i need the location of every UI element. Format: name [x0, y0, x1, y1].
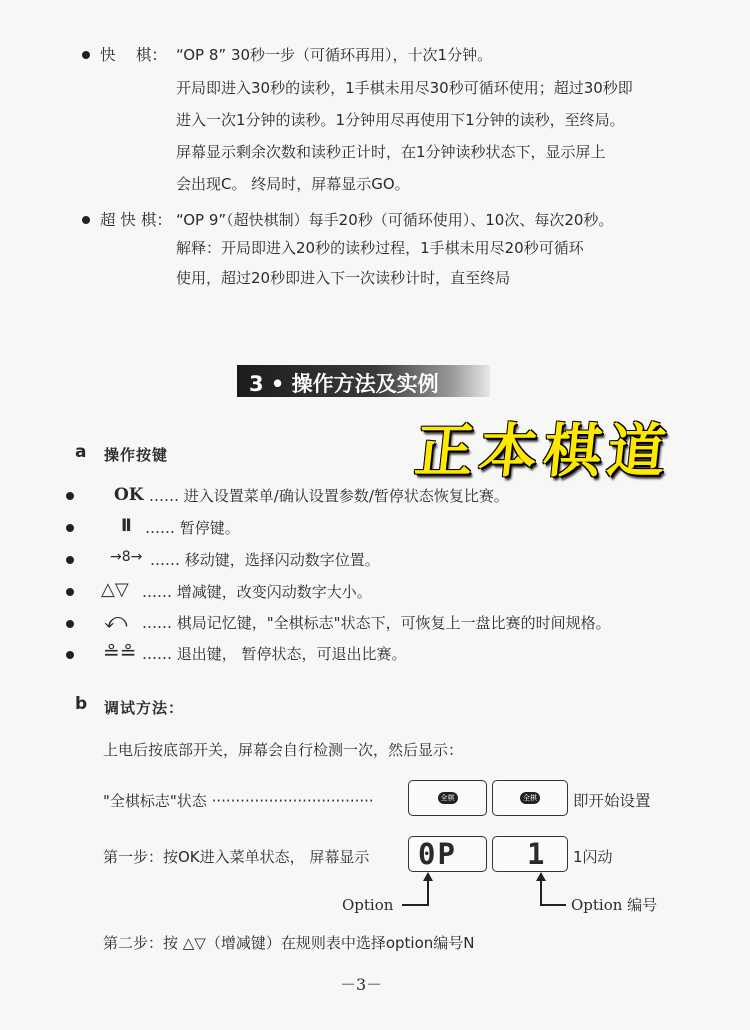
step2-text: 第二步：按 △▽（增减键）在规则表中选择option编号N [103, 934, 475, 952]
debug-title: 调试方法： [104, 699, 185, 717]
fast-line-2: 进入一次1分钟的读秒。1分钟用尽再使用下1分钟的读秒，至终局。 [176, 111, 625, 129]
option-right-arrow [541, 877, 566, 905]
page-number: －3－ [340, 975, 383, 994]
exit-key-icon: ≗≗ [103, 640, 137, 664]
pause-key-text: …… 暂停键。 [145, 519, 240, 537]
option-left-arrow [402, 877, 428, 905]
option-right-arrowhead [536, 872, 546, 881]
memory-key-icon: ⤺ [104, 609, 128, 634]
watermark-stamp: 正本棋道 [411, 417, 676, 485]
step1-text: 第一步：按OK进入菜单状态， 屏幕显示 [103, 848, 370, 866]
fast-headline: “OP 8” 30秒一步（可循环再用），十次1分钟。 [176, 46, 493, 64]
superfast-label: 超 快 棋： [100, 211, 172, 229]
superfast-line-2: 使用，超过20秒即进入下一次读秒计时，直至终局 [176, 269, 511, 287]
display-right-value: 1 [527, 837, 547, 871]
ok-key-icon: OK [114, 485, 144, 505]
superfast-line-1: 解释：开局即进入20秒的读秒过程，1手棋未用尽20秒可循环 [176, 239, 584, 257]
keys-letter: a [75, 442, 87, 462]
section-title: 3 • 操作方法及实例 [249, 372, 439, 396]
full-flag-badge-right: 全棋 [520, 792, 540, 804]
keys-title: 操作按键 [104, 446, 169, 464]
exit-key-text: …… 退出键， 暂停状态，可退出比赛。 [142, 645, 407, 663]
option-left-arrowhead [423, 872, 433, 881]
display-left-value: 0P [418, 837, 457, 871]
fast-line-1: 开局即进入30秒的读秒，1手棋未用尽30秒可循环使用；超过30秒即 [176, 79, 633, 97]
status-line: "全棋标志"状态 ·································· [103, 792, 374, 810]
superfast-headline: “OP 9”（超快棋制）每手20秒（可循环使用）、10次、每次20秒。 [176, 211, 614, 229]
option-left-label: Option [342, 896, 394, 914]
debug-intro: 上电后按底部开关，屏幕会自行检测一次，然后显示： [103, 741, 464, 759]
plusminus-key-text: …… 增减键，改变闪动数字大小。 [142, 583, 372, 601]
memory-key-text: …… 棋局记忆键，"全棋标志"状态下，可恢复上一盘比赛的时间规格。 [142, 614, 611, 632]
fast-label: 快 棋： [100, 46, 167, 64]
pause-key-icon: II [121, 516, 130, 536]
ok-key-text: …… 进入设置菜单/确认设置参数/暂停状态恢复比赛。 [149, 487, 509, 505]
plusminus-key-icon: △▽ [101, 579, 129, 600]
option-right-label: Option 编号 [571, 896, 658, 914]
step1-suffix: 1闪动 [573, 848, 613, 866]
fast-line-4: 会出现C。 终局时，屏幕显示GO。 [176, 175, 410, 193]
move-key-text: …… 移动键，选择闪动数字位置。 [150, 551, 380, 569]
move-key-icon: →8→ [110, 549, 143, 565]
fast-line-3: 屏幕显示剩余次数和读秒正计时，在1分钟读秒状态下，显示屏上 [176, 143, 606, 161]
status-suffix: 即开始设置 [573, 792, 651, 810]
debug-letter: b [75, 694, 88, 714]
full-flag-badge: 全棋 [438, 792, 458, 804]
